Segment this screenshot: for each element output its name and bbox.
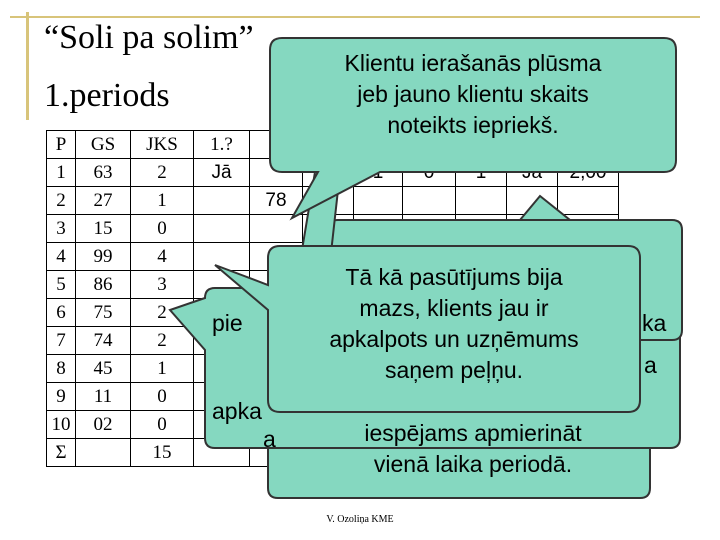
cell-jks: 1 <box>131 187 194 215</box>
cell-period: 8 <box>47 355 76 383</box>
callout-6-fragment: a <box>263 426 276 452</box>
callout-5-fragment-right: ka <box>642 310 667 336</box>
cell-period: 7 <box>47 327 76 355</box>
cell-gs: 63 <box>76 159 131 187</box>
cell-gs: 27 <box>76 187 131 215</box>
cell-jks: 2 <box>131 299 194 327</box>
cell-sigma: Σ <box>47 439 76 467</box>
cell-period: 9 <box>47 383 76 411</box>
callout-5-fragment-bottom: apka <box>212 398 262 424</box>
cell-jks: 3 <box>131 271 194 299</box>
cell: 78 <box>250 187 303 215</box>
header-cell: 1.? <box>194 131 250 159</box>
callout-5-fragment-left: pie <box>212 310 243 336</box>
cell-period: 10 <box>47 411 76 439</box>
cell-gs: 45 <box>76 355 131 383</box>
callout-4-text: Tā kā pasūtījums bija mazs, klients jau ir apkalpots un uzņēmums saņem peļņu. <box>329 264 579 383</box>
callout-6-text: iespējams apmierināt vienā laika periodā. <box>364 420 582 477</box>
cell-period: 3 <box>47 215 76 243</box>
cell-gs: 15 <box>76 215 131 243</box>
header-cell: JKS <box>131 131 194 159</box>
header-cell: P <box>47 131 76 159</box>
callout-5-fragment-a: a <box>644 352 657 378</box>
cell-jks-total: 15 <box>131 439 194 467</box>
cell-q1: Jā <box>194 159 250 187</box>
cell-period: 4 <box>47 243 76 271</box>
cell-gs: 74 <box>76 327 131 355</box>
callout-1-text: Klientu ierašanās plūsma jeb jauno klientu skaits noteikts iepriekš. <box>344 50 602 138</box>
cell-jks: 1 <box>131 355 194 383</box>
slide-subtitle: 1.periods <box>44 77 170 114</box>
slide-footer: V. Ozoliņa KME <box>326 514 394 525</box>
cell-jks: 0 <box>131 215 194 243</box>
cell-period: 5 <box>47 271 76 299</box>
header-cell: GS <box>76 131 131 159</box>
cell-period: 2 <box>47 187 76 215</box>
cell-gs: 99 <box>76 243 131 271</box>
slide-title: “Soli pa solim” <box>44 19 254 56</box>
cell-jks: 2 <box>131 159 194 187</box>
cell-jks: 2 <box>131 327 194 355</box>
cell-jks: 0 <box>131 383 194 411</box>
cell-gs: 02 <box>76 411 131 439</box>
cell-gs: 75 <box>76 299 131 327</box>
cell-jks: 4 <box>131 243 194 271</box>
cell-period: 1 <box>47 159 76 187</box>
cell-jks: 0 <box>131 411 194 439</box>
cell-gs: 11 <box>76 383 131 411</box>
cell-gs: 86 <box>76 271 131 299</box>
cell-period: 6 <box>47 299 76 327</box>
